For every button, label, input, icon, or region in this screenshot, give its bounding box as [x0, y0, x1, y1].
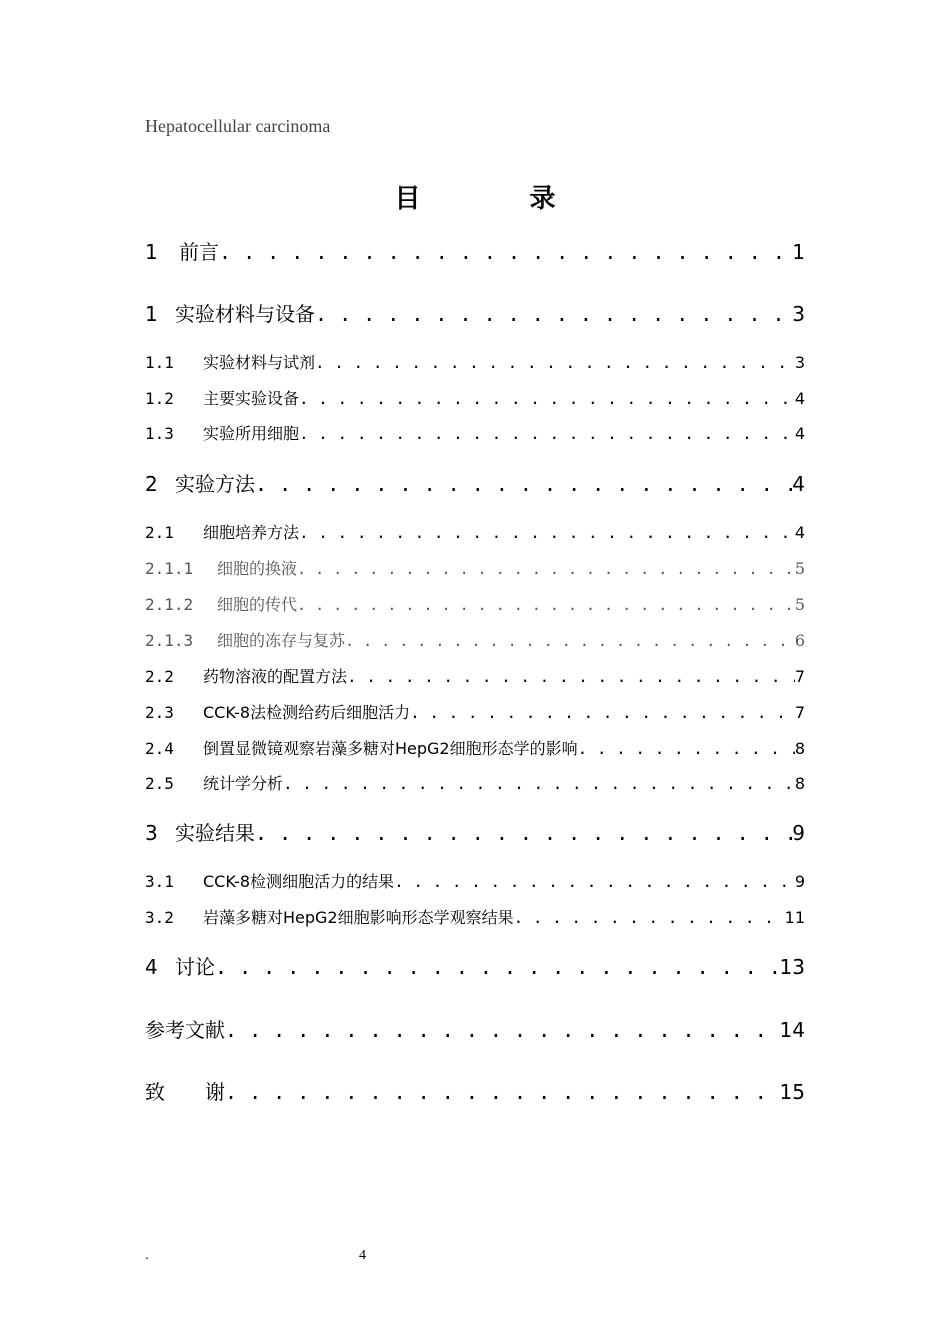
toc-leader-dots — [299, 523, 795, 542]
toc-entry-number: 4 — [145, 955, 158, 979]
toc-entry-title: 细胞的传代 — [217, 595, 298, 614]
toc-entry-number: 1.3 — [145, 424, 174, 443]
toc-entry-page: 4 — [794, 389, 805, 408]
toc-entry-title: 讨论 — [175, 955, 215, 979]
toc-entry-number: 2.1.1 — [145, 559, 194, 578]
toc-leader-dots — [297, 596, 795, 614]
toc-leader-dots — [299, 389, 795, 408]
toc-leader-dots — [394, 872, 795, 891]
toc-entry[interactable] — [145, 520, 805, 544]
toc-entry-title: 实验结果 — [175, 821, 255, 845]
toc-leader-dots — [514, 908, 785, 927]
toc-entry-title: CCK-8检测细胞活力的结果 — [203, 872, 395, 891]
toc-entry-page: 4 — [794, 523, 805, 542]
toc-entry[interactable] — [145, 700, 805, 724]
toc-entry[interactable] — [145, 592, 805, 616]
toc-entry-number: 1.1 — [145, 353, 174, 372]
toc-entry-page: 8 — [794, 739, 805, 758]
toc-entry-number: 1 — [145, 240, 158, 264]
toc-leader-dots — [225, 1080, 780, 1104]
toc-title: 目 录 — [394, 184, 606, 214]
toc-entry-number: 2.5 — [145, 774, 174, 793]
toc-entry-page: 11 — [784, 908, 805, 927]
toc-entry-page: 9 — [794, 872, 805, 891]
toc-entry-number: 2.1.3 — [145, 631, 194, 650]
toc-entry[interactable] — [145, 869, 805, 893]
toc-entry[interactable] — [145, 905, 805, 929]
toc-entry-number: 3.2 — [145, 908, 174, 927]
toc-entry-number: 1 — [145, 302, 158, 326]
toc-entry-page: 9 — [792, 821, 805, 845]
toc-leader-dots — [225, 1018, 780, 1042]
toc-entry-title: CCK-8法检测给药后细胞活力 — [203, 703, 411, 722]
toc-entry-title: 主要实验设备 — [203, 389, 300, 408]
toc-leader-dots — [215, 955, 780, 979]
toc-entry[interactable] — [145, 468, 805, 498]
toc-leader-dots — [299, 424, 795, 443]
toc-entry-number: 2.3 — [145, 703, 174, 722]
toc-entry-number: 2.4 — [145, 739, 174, 758]
toc-entry-page: 7 — [794, 667, 805, 686]
toc-entry-page: 3 — [792, 302, 805, 326]
toc-leader-dots — [315, 302, 792, 326]
toc-entry-title: 统计学分析 — [203, 774, 284, 793]
toc-entry-number: 1.2 — [145, 389, 174, 408]
toc-leader-dots — [255, 472, 792, 496]
toc-entry[interactable] — [145, 386, 805, 410]
footer-dot: . — [145, 1248, 149, 1262]
toc-entry[interactable] — [145, 236, 805, 266]
toc-entry[interactable] — [145, 817, 805, 847]
toc-entry-title: 细胞的换液 — [217, 559, 298, 578]
toc-leader-dots — [255, 821, 792, 845]
toc-entry-page: 1 — [792, 240, 805, 264]
toc-entry[interactable] — [145, 350, 805, 374]
toc-entry[interactable] — [145, 421, 805, 445]
toc-leader-dots — [297, 560, 795, 578]
toc-entry[interactable] — [145, 628, 805, 652]
toc-leader-dots — [219, 240, 792, 264]
toc-entry[interactable] — [145, 298, 805, 328]
toc-entry-page: 13 — [779, 955, 805, 979]
toc-entry[interactable] — [145, 1076, 805, 1106]
toc-entry-page: 5 — [794, 559, 805, 578]
toc-entry-title: 实验材料与试剂 — [203, 353, 316, 372]
toc-entry-page: 8 — [794, 774, 805, 793]
toc-entry-title: 实验所用细胞 — [203, 424, 300, 443]
toc-leader-dots — [315, 353, 795, 372]
toc-entry-page: 4 — [792, 472, 805, 496]
footer-page-number: 4 — [359, 1248, 366, 1263]
toc-entry-page: 4 — [794, 424, 805, 443]
toc-entry-number: 3.1 — [145, 872, 174, 891]
toc-entry-title: 细胞培养方法 — [203, 523, 300, 542]
toc-entry-title: 药物溶液的配置方法 — [203, 667, 348, 686]
toc-entry-page: 5 — [794, 595, 805, 614]
toc-entry-number: 2.2 — [145, 667, 174, 686]
toc-entry-page: 15 — [779, 1080, 805, 1104]
toc-entry-title: 参考文献 — [145, 1018, 225, 1042]
toc-entry-title: 倒置显微镜观察岩藻多糖对HepG2细胞形态学的影响 — [203, 739, 578, 758]
toc-entry[interactable] — [145, 771, 805, 795]
toc-entry-page: 3 — [794, 353, 805, 372]
toc-leader-dots — [283, 774, 795, 793]
toc-entry[interactable] — [145, 664, 805, 688]
toc-entry[interactable] — [145, 736, 805, 760]
toc-entry-title: 实验方法 — [175, 472, 255, 496]
toc-entry-title: 岩藻多糖对HepG2细胞影响形态学观察结果 — [203, 908, 514, 927]
toc-leader-dots — [347, 667, 795, 686]
toc-entry-title: 实验材料与设备 — [175, 302, 315, 326]
toc-entry[interactable] — [145, 951, 805, 981]
toc-entry-number: 3 — [145, 821, 158, 845]
toc-entry[interactable] — [145, 1014, 805, 1044]
toc-entry-number: 2.1 — [145, 523, 174, 542]
toc-leader-dots — [345, 632, 795, 650]
toc-entry-page: 7 — [794, 703, 805, 722]
header-text: Hepatocellular carcinoma — [145, 116, 331, 136]
toc-entry[interactable] — [145, 556, 805, 580]
toc-entry-page: 6 — [794, 631, 805, 650]
toc-entry-title: 致 谢 — [145, 1080, 225, 1104]
toc-entry-title: 细胞的冻存与复苏 — [217, 631, 346, 650]
toc-leader-dots — [578, 739, 795, 758]
toc-entry-number: 2.1.2 — [145, 595, 194, 614]
toc-entry-page: 14 — [779, 1018, 805, 1042]
toc-entry-title: 前言 — [179, 240, 219, 264]
toc-entry-number: 2 — [145, 472, 158, 496]
toc-leader-dots — [410, 703, 795, 722]
